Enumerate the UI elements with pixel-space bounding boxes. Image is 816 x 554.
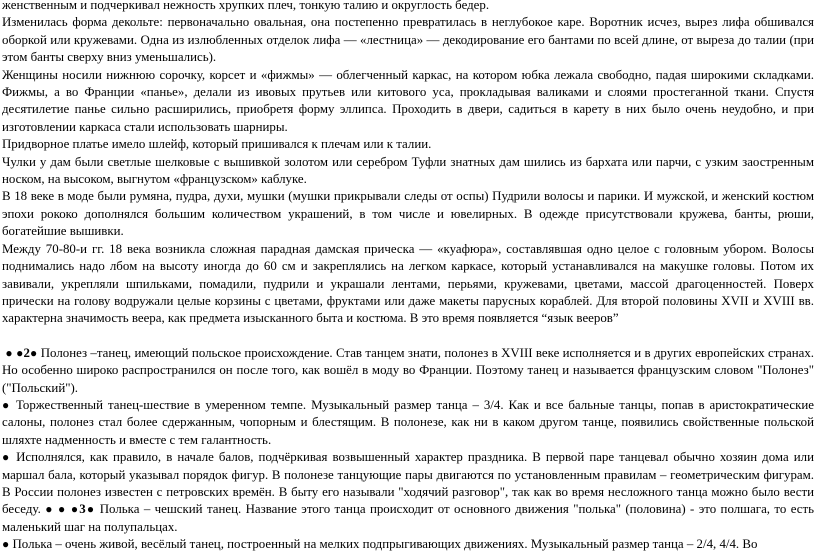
- paragraph-polka-character: [2, 536, 814, 553]
- paragraph-bodice-intro: женственным и подчеркивал нежность хрупких плеч, тонкую талию и округлость бедер.: [2, 0, 490, 12]
- paragraph-stockings: Чулки у дам были светлые шелковые с вышивкой золотом или серебром Туфли знатных дам шились из бархата или парчи, с узким заостренным носком, на высоком, выгнутом «французском» каблуке.: [2, 154, 814, 187]
- bullet-icon: ●: [2, 450, 12, 465]
- item-number: 3: [79, 502, 86, 517]
- bullet-icon: ●: [2, 537, 10, 552]
- polonaise-ball-text: Исполнялся, как правило, в начале балов, подчёркивая возвышенный характер праздника. В первой паре танцевал обычно хозяин дома или маршал бала, который указывал порядок фигур. В полонезе танцующие пары двигаются по установленным правилам – геометрическим фигурам. В России полонез известен с петровских времён. В быту его называли "ходячий разговор", так как во время несложного танца можно было вести беседу.: [2, 450, 814, 517]
- bullet-icon: ●: [58, 502, 67, 517]
- paragraph-polonaise-character: [2, 397, 814, 449]
- bullet-icon: ●: [29, 345, 38, 360]
- paragraph-coiffure: Между 70-80-и гг. 18 века возникла сложная парадная дамская прическа — «куафюра», составлявшая одно целое с головным убором. Волосы поднимались надо лбом на высоту иногда до 60 см и закреплялись на легком каркасе, который устанавливался на макушке головы. Потом их завивали, укрепляли шпильками, помадили, пудрили и украшали лентами, перьями, кружевами, цветами, массой драгоценностей. Поверх прически на голову водружали целые корзины с цветами, фруктами или даже макеты парусных кораблей. Для второй половины XVII и XVIII вв. характерна значимость веера, как предмета изысканного быта и костюма. В это время появляется “язык вееров”: [2, 241, 814, 326]
- paragraph-polonaise-ball-and-polka: [2, 449, 814, 536]
- item-number: 2: [23, 345, 30, 360]
- polonaise-text: Полонез –танец, имеющий польское происхождение. Став танцем знати, полонез в XVIII веке исполняется и в других европейских странах. Но особенно широко распространился он после того, как вошёл в моду во Франции. Поэтому танец и называется французским словом "Полонез" ("Польский").: [2, 345, 814, 395]
- bullet-icon: ●: [70, 502, 80, 517]
- bullet-icon: ●: [5, 345, 13, 360]
- bullet-icon: ●: [45, 502, 54, 517]
- bullet-icon: ●: [16, 345, 24, 360]
- polka-text: Полька – чешский танец. Название этого танца происходит от основного движения "полька" (половина) - это полшага, то есть маленький шаг на полупальцах.: [2, 502, 815, 534]
- paragraph-neckline: Изменилась форма декольте: первоначально овальная, она постепенно превратилась в неглубокое каре. Воротник исчез, вырез лифа обшивался оборкой или кружевами. Одна из излюбленных отделок лифа — «лестница» — декодирование его бантами по всей длине, от выреза до талии (при этом банты сверху вниз уменьшались).: [2, 15, 814, 65]
- paragraph-polonaise: [2, 345, 814, 397]
- paragraph-fizhmy: Женщины носили нижнюю сорочку, корсет и «фижмы» — облегченный каркас, на котором юбка лежала свободно, падая широкими складками. Фижмы, а во Франции «панье», делали из ивовых прутьев или китового уса, прокладывая валиками и слоями простеганной ткани. Спустя десятилетие панье сильно расширились, приобретя форму эллипса. Проходить в двери, садиться в карету в них было очень неудобно, и при изготовлении каркаса стали использовать шарниры.: [2, 67, 814, 134]
- paragraph-train: Придворное платье имело шлейф, который пришивался к плечам или к талии.: [2, 137, 432, 152]
- bullet-icon: ●: [2, 397, 11, 412]
- paragraph-cosmetics: В 18 веке в моде были румяна, пудра, духи, мушки (мушки прикрывали следы от оспы) Пудрили волосы и парики. И мужской, и женский костюм эпохи рококо дополнялся большим количеством украшений, в том числе и ювелирных. В одежде присутствовали кружева, банты, рюши, богатейшие вышивки.: [2, 189, 814, 239]
- bullet-icon: ●: [85, 502, 96, 517]
- paragraph-spacer: [2, 328, 814, 345]
- polka-character-text: Полька – очень живой, весёлый танец, построенный на мелких подпрыгивающих движениях. Музыкальный размер танца – 2/4, 4/4. Во: [12, 537, 758, 552]
- polonaise-character-text: Торжественный танец-шествие в умеренном темпе. Музыкальный размер танца – 3/4. Как и все бальные танцы, попав в аристократические салоны, полонез стал более сдержанным, чопорным и блестящим. В полонезе, как ни в каком другом танце, появились свойственные польской шляхте надменность и вместе с тем галантность.: [2, 397, 814, 447]
